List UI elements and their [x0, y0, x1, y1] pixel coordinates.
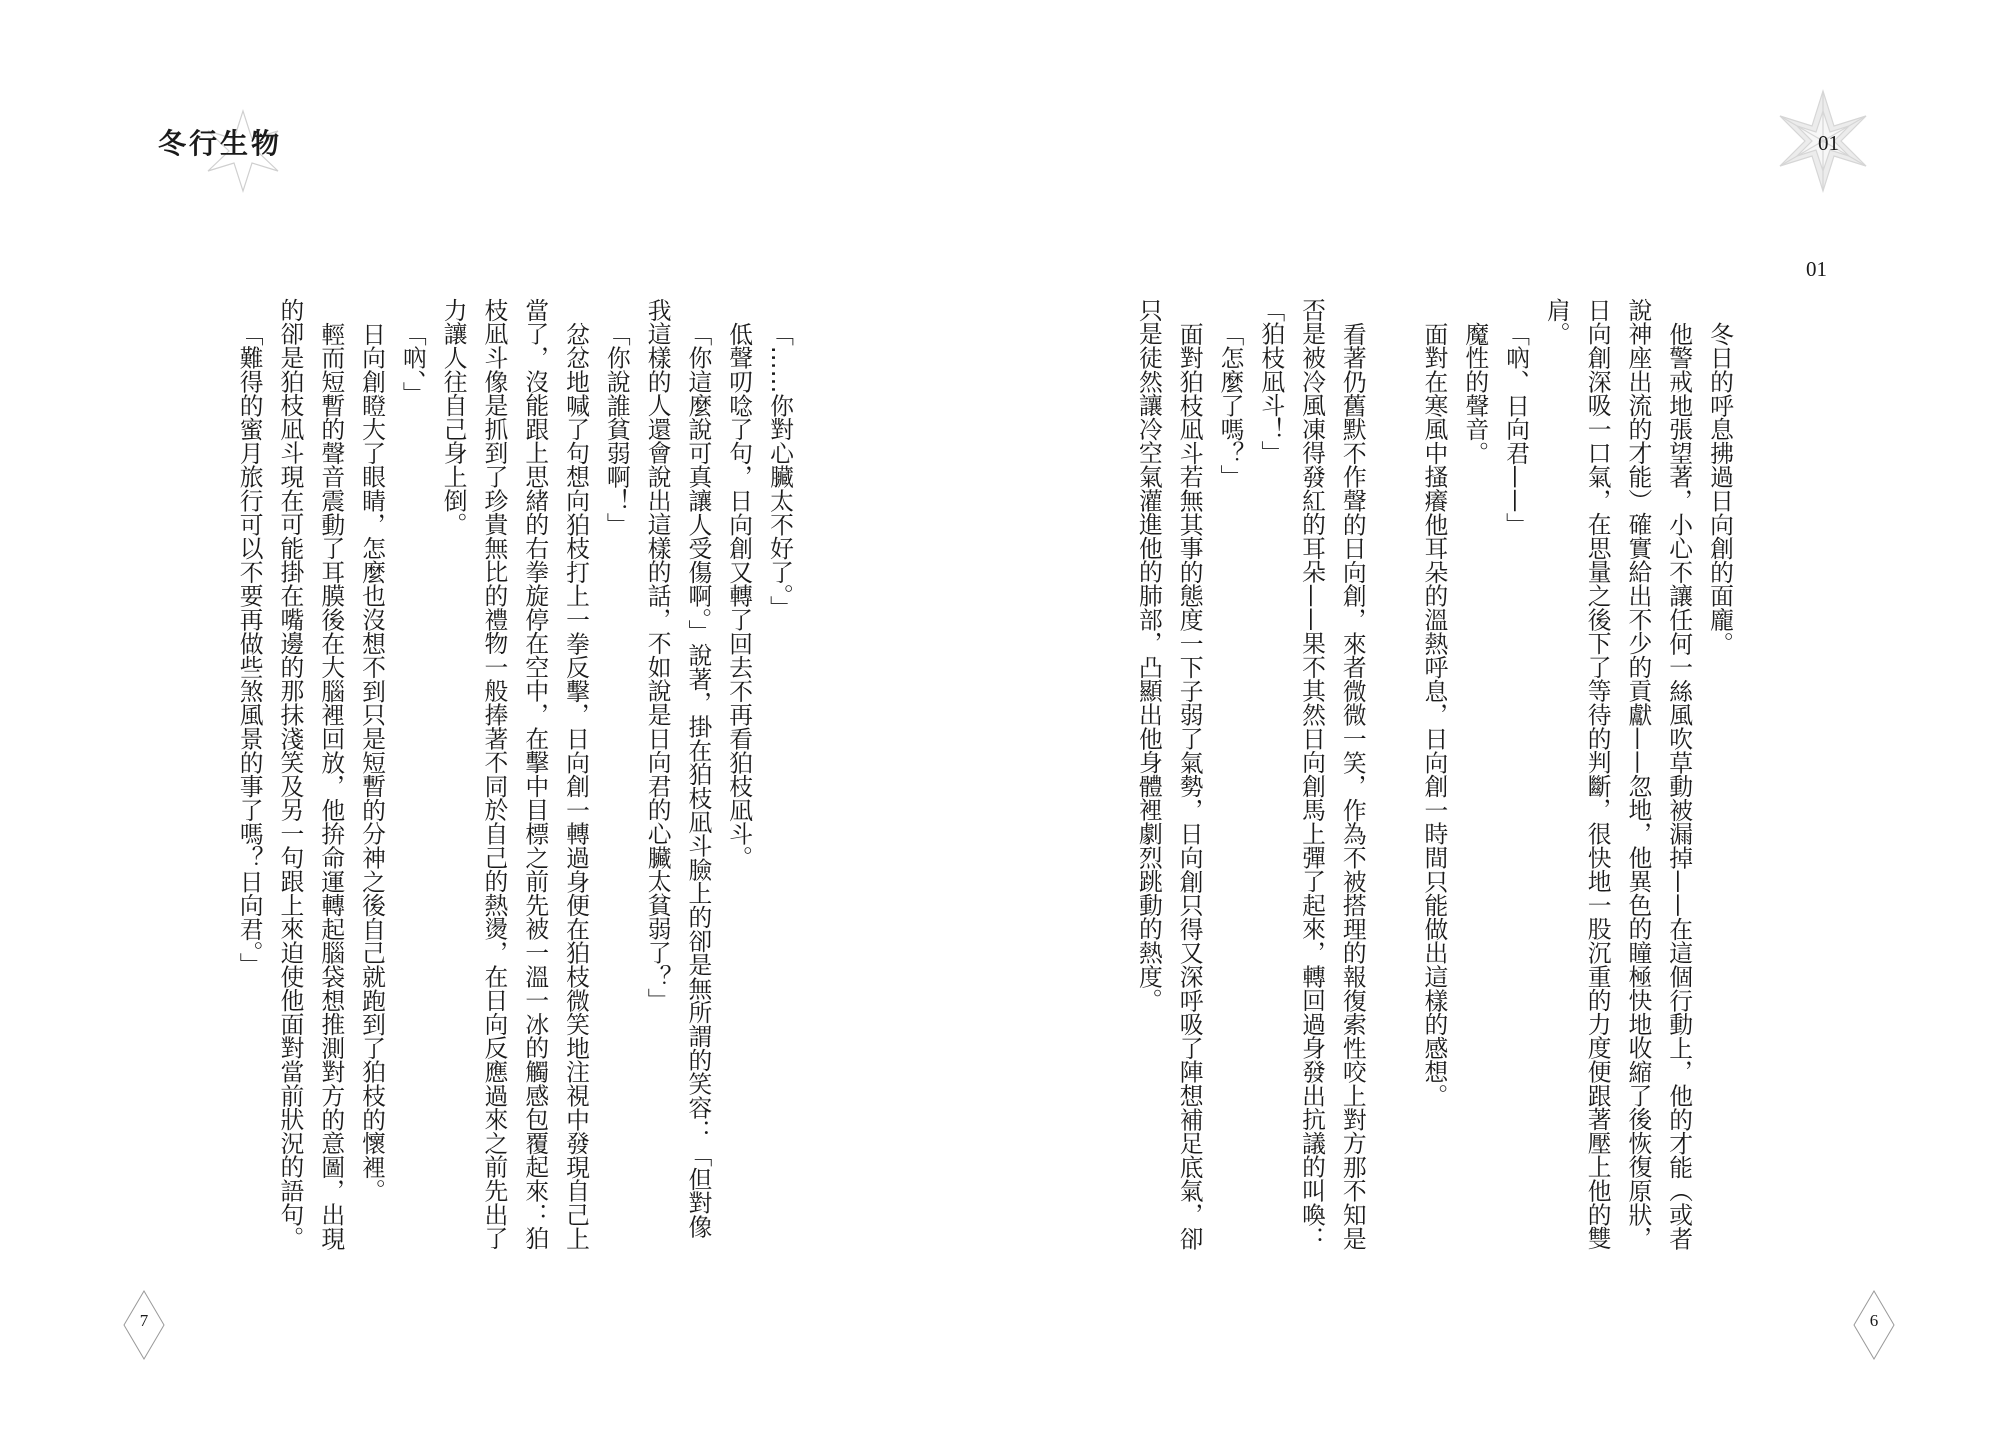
paragraph: 忿忿地喊了句想向狛枝打上一拳反擊，日向創一轉過身便在狛枝微笑地注視中發現自己上當了，沒能跟上思緒的右拳旋停在空中，在擊中目標之前先被一溫一冰的觸感包覆起來：狛枝凪斗像是抓到了珍貴無比的禮物一般捧著不同於自己的熱燙，在日向反應過來之前先出了力讓人往自己身上倒。: [439, 298, 591, 1250]
paragraph: 「怎麼了嗎？」: [1216, 321, 1245, 489]
page-number-right: 6: [1869, 1311, 1879, 1330]
right-page-text: [1134, 298, 1740, 1258]
paragraph-gap: [1373, 298, 1414, 1258]
paragraph: 他警戒地張望著，小心不讓任何一絲風吹草動被漏掉——在這個行動上，他的才能（或者說神座出流的才能）確實給出不少的貢獻——忽地，他異色的瞳極快地收縮了後恢復原狀，日向創深吸一口氣，在思量之後下了等待的判斷，很快地一股沉重的力度便跟著壓上他的雙肩。: [1542, 298, 1694, 1250]
paragraph: 「吶、日向君——」: [1502, 321, 1531, 536]
paragraph: 低聲叨唸了句，日向創又轉了回去不再看狛枝凪斗。: [725, 321, 754, 870]
chapter-badge: 01: [1818, 131, 1839, 155]
left-page-text: [230, 298, 800, 1258]
page-number-left: 7: [139, 1311, 149, 1330]
chapter-label: 01: [1806, 257, 1827, 281]
paragraph: 輕而短暫的聲音震動了耳膜後在大腦裡回放，他拚命運轉起腦袋想推測對方的意圖，出現的卻是狛枝凪斗現在可能掛在嘴邊的那抹淺笑及另一句跟上來迫使他面對當前狀況的語句。: [276, 298, 346, 1250]
paragraph: 面對狛枝凪斗若無其事的態度一下子弱了氣勢，日向創只得又深呼吸了陣想補足底氣，卻只是徒然讓冷空氣灌進他的肺部，凸顯出他身體裡劇烈跳動的熱度。: [1134, 298, 1204, 1250]
paragraph: 「你說誰貧弱啊！」: [602, 321, 631, 536]
paragraph: 「……你對心臟太不好了。」: [766, 321, 794, 620]
paragraph: 看著仍舊默不作聲的日向創，來者微微一笑，作為不被搭理的報復索性咬上對方那不知是否是被冷風凍得發紅的耳朵——果不其然日向創馬上彈了起來，轉回過身發出抗議的叫喚：「狛枝凪斗！」: [1257, 298, 1367, 1250]
paragraph: 冬日的呼息拂過日向創的面龐。: [1706, 321, 1734, 655]
paragraph: 「難得的蜜月旅行可以不要再做些煞風景的事了嗎？日向君。」: [235, 321, 264, 977]
paragraph: 日向創瞪大了眼睛，怎麼也沒想不到只是短暫的分神之後自己就跑到了狛枝的懷裡。: [358, 321, 387, 1203]
paragraph: 「你這麼說可真讓人受傷啊。」說著，掛在狛枝凪斗臉上的卻是無所謂的笑容：「但對像我這樣的人還會說出這樣的話，不如說是日向君的心臟太貧弱了？」: [643, 298, 713, 1239]
paragraph: 「吶、」: [398, 321, 427, 406]
paragraph: 面對在寒風中搔癢他耳朵的溫熱呼息，日向創一時間只能做出這樣的感想。: [1420, 321, 1449, 1108]
paragraph: 魔性的聲音。: [1461, 321, 1490, 465]
book-title: 冬行生物: [158, 127, 283, 160]
